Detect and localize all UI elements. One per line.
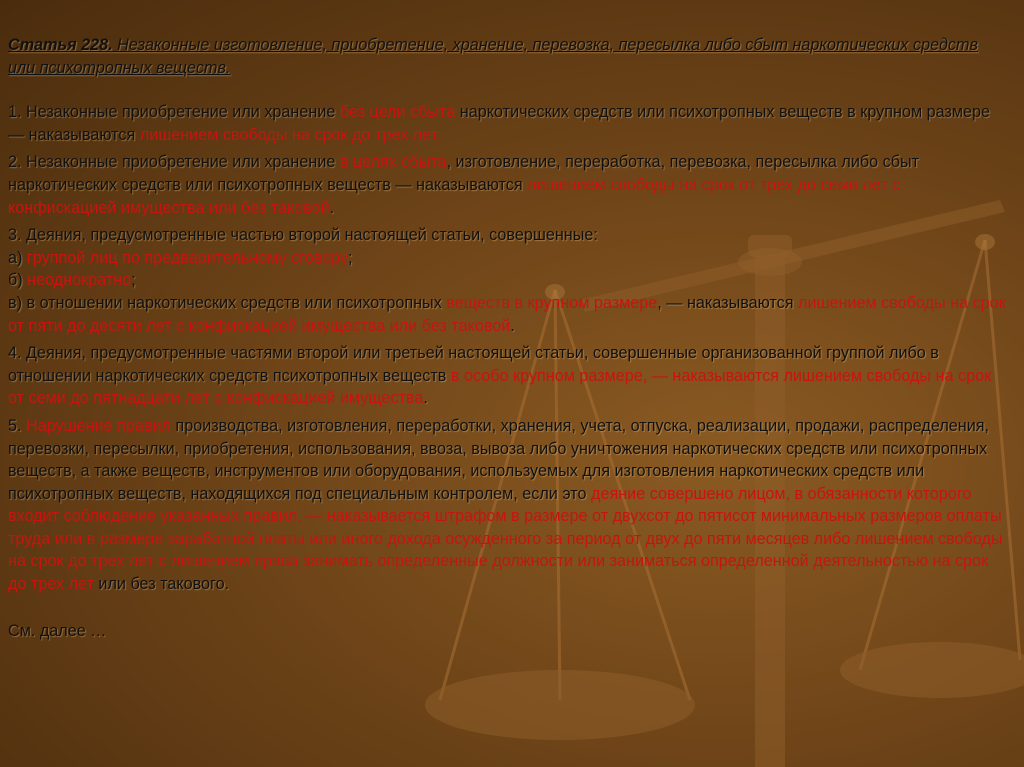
article-number: Статья 228. [8,36,113,54]
highlighted-text: лишением свободы на срок от трех до семи лет с конфискацией имущества или без таковой [8,175,901,217]
text-run: 5. [8,416,26,435]
highlighted-text: деяние совершено лицом, в обязанности которого входит соблюдение указанных правил, — наказывается штрафом в размере от двухсот до пятисот минимальных размеров оплаты труда или в размере заработной платы или иного дохода осужденного за период от двух до пяти месяцев либо лишением свободы на срок до трех лет с лишением права занимать определенные должности или заниматься определенной деятельностью на срок до трех лет [8,484,1003,594]
highlighted-text: неоднократно [27,271,132,290]
paragraph-2 [8,151,1008,219]
text-run: , изготовление, переработка, перевозка, пересылка либо сбыт наркотических средств или психотропных веществ — наказываются [8,153,920,194]
paragraph-1 [8,101,1008,146]
text-run: в) в отношении наркотических средств или психотропных [8,293,447,312]
highlighted-text: без цели сбыта [339,103,456,122]
text-run: или без такового. [93,575,230,594]
highlighted-text: веществ в крупном размере [446,293,658,312]
article-text [8,34,1008,647]
highlighted-text: Нарушение правил [26,416,171,435]
see-more-link[interactable]: См. далее … [8,621,107,640]
paragraph-3b [8,269,1008,292]
text-run: . [423,389,428,408]
text-run: 4. Деяния, предусмотренные частями второй или третьей настоящей статьи, совершенные организованной группой либо в отношении наркотических средств психотропных веществ [8,344,939,385]
paragraph-3a [8,247,1008,270]
text-run: 3. Деяния, предусмотренные частью второй настоящей статьи, совершенные: [8,226,598,245]
text-run: б) [8,271,28,290]
highlighted-text: лишением свободы на срок от пяти до десяти лет с конфискацией имущества или без таковой [8,293,1006,335]
highlighted-text: в особо крупном размере, — наказываются лишением свободы на срок от семи до пятнадцати лет с конфискацией имущества [8,366,992,408]
highlighted-text: лишением свободы на срок до трех лет. [139,125,441,144]
article-title [8,34,1008,79]
text-run: 2. Незаконные приобретение или хранение [8,153,340,172]
text-run: а) [8,248,27,267]
text-run: производства, изготовления, переработки, хранения, учета, отпуска, реализации, продажи, распределения, перевозки, пересылки, приобретения, использования, ввоза, вывоза либо уничтожения наркотических средств или психотропных веществ, а также веществ, инструментов или оборудования, используемых для изготовления наркотических средств или психотропных веществ, находящихся под специальным контролем, если это [8,416,990,503]
paragraph-3c [8,292,1008,337]
text-run: ; [348,248,353,267]
text-run: . [329,198,335,217]
paragraph-3 [8,224,1008,247]
article-heading: Незаконные изготовление, приобретение, хранение, перевозка, пересылка либо сбыт наркотических средств или психотропных веществ. [8,36,978,77]
text-run: , — наказываются [657,293,799,312]
text-run: ; [131,271,136,290]
text-run: 1. Незаконные приобретение или хранение [8,103,340,122]
text-run: наркотических средств или психотропных веществ в крупном размере — наказываются [8,103,990,144]
paragraph-4 [8,342,1008,410]
highlighted-text: в целях сбыта [339,153,447,172]
highlighted-text: группой лиц по предварительному сговору [26,248,349,267]
paragraph-5 [8,415,1008,596]
text-run: . [510,316,515,335]
